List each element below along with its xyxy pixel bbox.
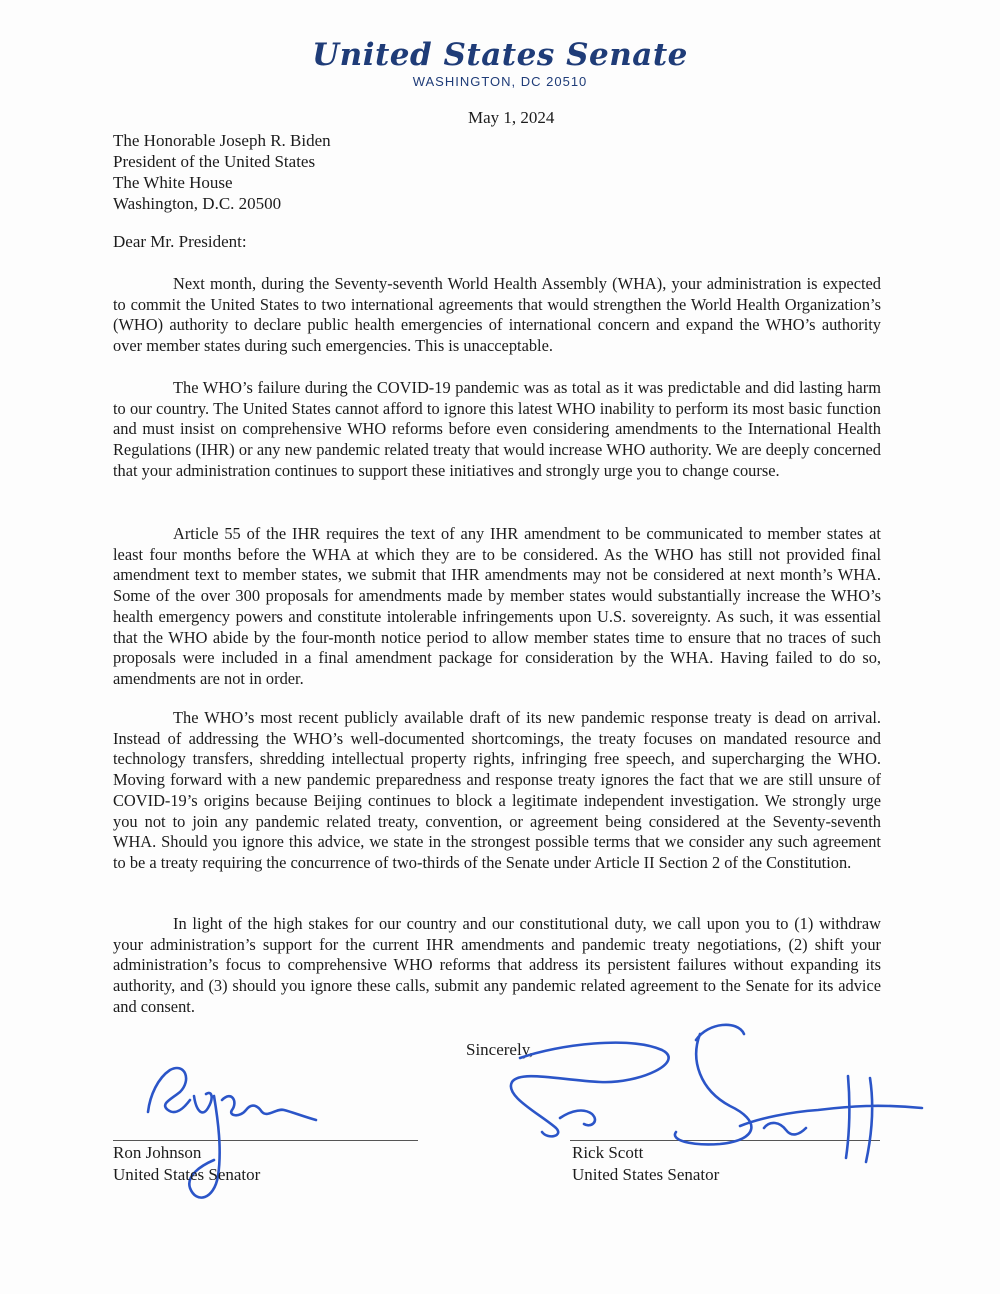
body-paragraph: Next month, during the Seventy-seventh World Health Assembly (WHA), your administration is expected to commit the United States to two international agreements that would strengthen the World Health Organization’s (WHO) authority to declare public health emergencies of international concern and expand the WHO’s authority over member states during such emergencies. This is unacceptable. [113,274,881,356]
signatory-johnson [113,1142,260,1186]
signatory-name: Ron Johnson [113,1143,202,1162]
body-paragraph: Article 55 of the IHR requires the text of any IHR amendment to be communicated to member states at least four months before the WHA at which they are to be considered. As the WHO has still not provided final amendment text to member states, we submit that IHR amendments may not be considered at next month’s WHA. Some of the over 300 proposals for amendments made by member states would substantially increase the WHO’s health emergency powers and constitute intolerable infringements upon U.S. sovereignty. As such, it was essential that the WHO abide by the four-month notice period to allow member states time to ensure that no traces of such proposals were included in a final amendment package for consideration by the WHA. Having failed to do so, amendments are not in order. [113,524,881,688]
body-paragraph: The WHO’s failure during the COVID-19 pandemic was as total as it was predictable and did lasting harm to our country. The United States cannot afford to ignore this latest WHO inability to perform its most basic function and must insist on comprehensive WHO reforms before even considering amendments to the International Health Regulations (IHR) or any new pandemic related treaty that would increase WHO authority. We are deeply concerned that your administration continues to support these initiatives and strongly urge you to change course. [113,378,881,480]
senate-title: United States Senate [312,37,688,73]
body-paragraph: The WHO’s most recent publicly available draft of its new pandemic response treaty is dead on arrival. Instead of addressing the WHO’s well-documented shortcomings, the treaty focuses on mandated resource and technology transfers, shredding intellectual property rights, infringing free speech, and supercharging the WHO. Moving forward with a new pandemic preparedness and response treaty ignores the fact that we are still unsure of COVID-19’s origins because Beijing continues to block a legitimate independent investigation. We strongly urge you not to join any pandemic related treaty, convention, or agreement being considered at the Seventy-seventh WHA. Should you ignore this advice, we state in the strongest possible terms that we consider any such agreement to be a treaty requiring the concurrence of two-thirds of the Senate under Article II Section 2 of the Constitution. [113,708,881,872]
addressee-line: The White House [113,173,233,192]
addressee-line: Washington, D.C. 20500 [113,194,282,213]
body-paragraph: In light of the high stakes for our country and our constitutional duty, we call upon you to (1) withdraw your administration’s support for the current IHR amendments and pandemic treaty negotiations, (2) shift your administration’s focus to comprehensive WHO reforms that address its persistent failures without expanding its authority, and (3) should you ignore these calls, submit any pandemic related agreement to the Senate for its advice and consent. [113,914,881,1016]
signatory-title: United States Senator [113,1165,261,1184]
signatory-name: Rick Scott [572,1143,644,1162]
closing: Sincerely, [466,1040,534,1059]
signatory-scott [572,1142,719,1186]
senate-address: WASHINGTON, DC 20510 [412,74,588,89]
signatory-title: United States Senator [572,1165,720,1184]
letter-date: May 1, 2024 [468,108,555,127]
salutation: Dear Mr. President: [113,232,247,251]
addressee-line: President of the United States [113,152,316,171]
addressee-line: The Honorable Joseph R. Biden [113,131,331,150]
